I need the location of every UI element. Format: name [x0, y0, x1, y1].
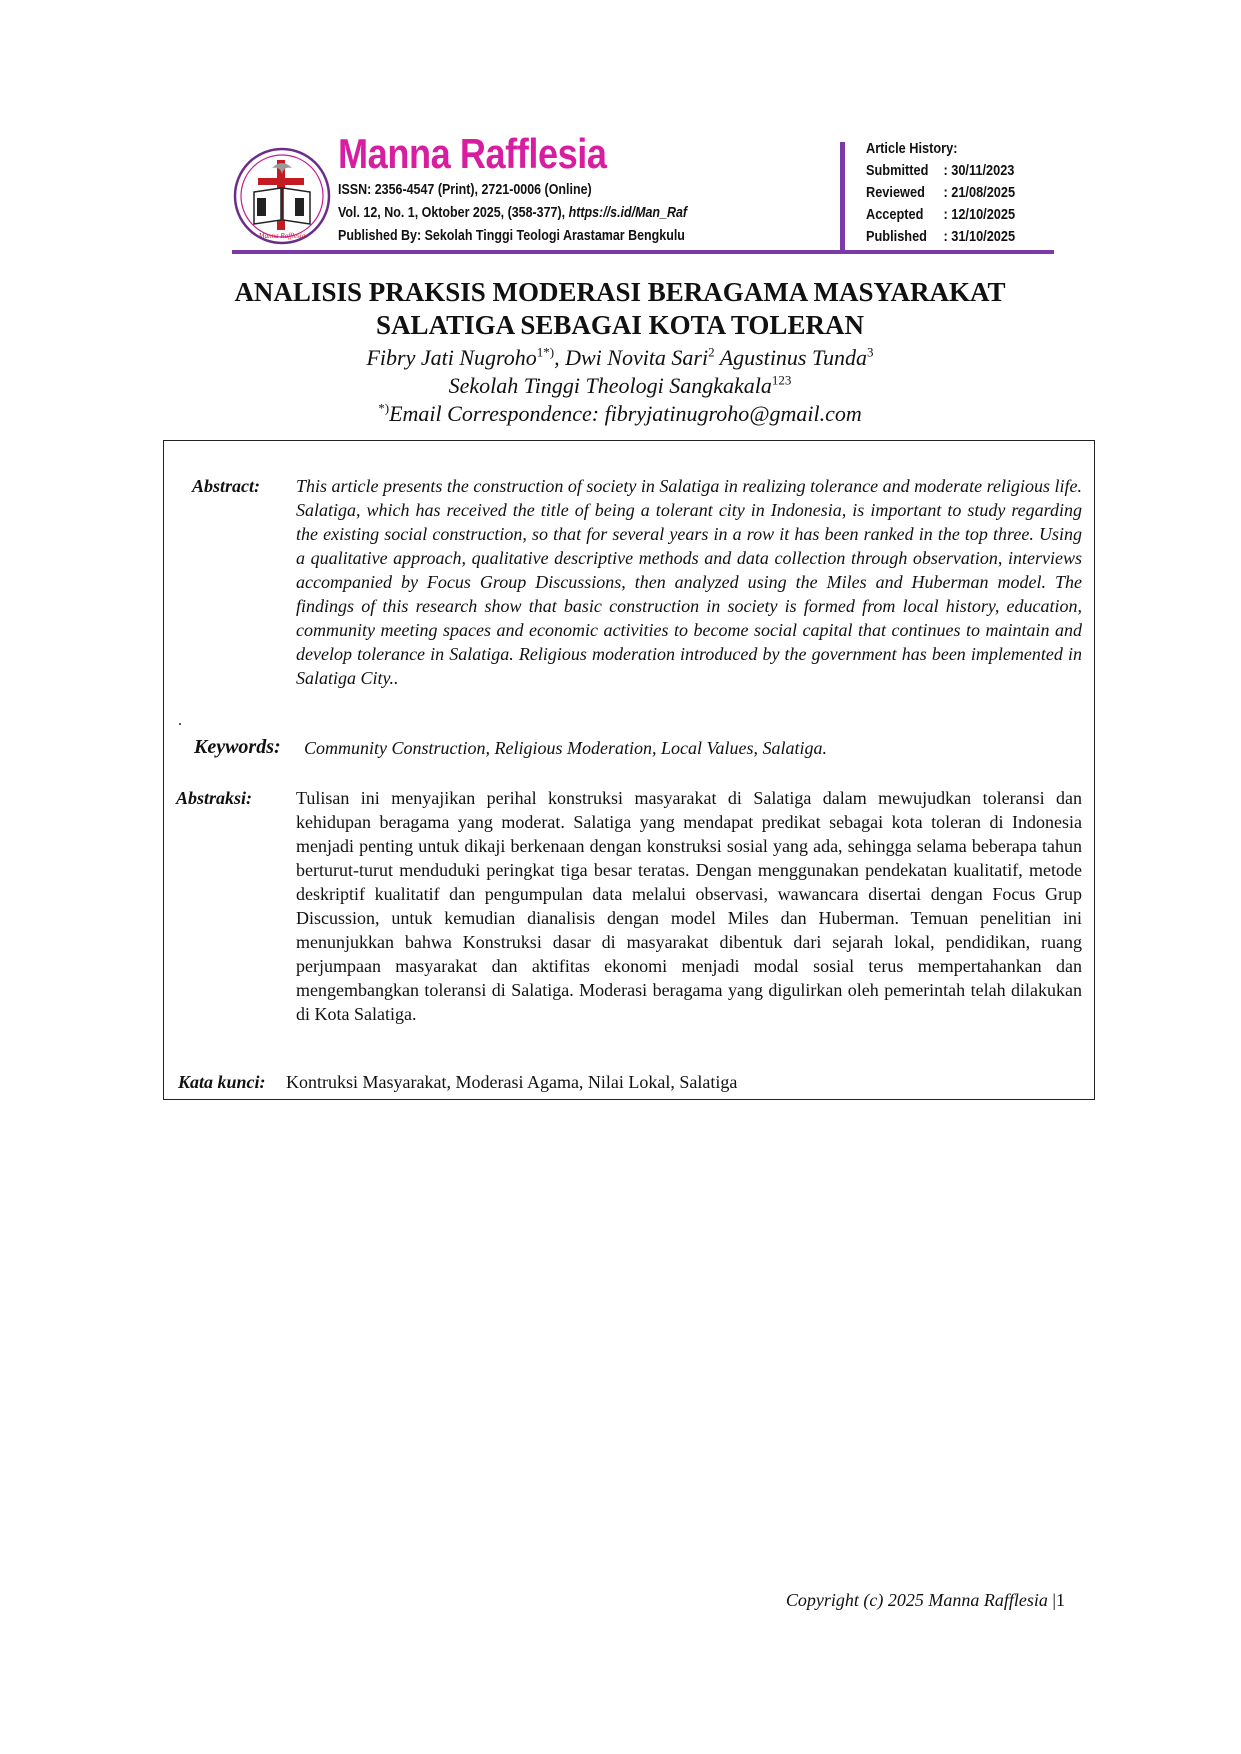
footer-separator: |: [1047, 1590, 1056, 1610]
history-label: Accepted: [866, 207, 924, 223]
abstract-label: Abstract:: [192, 476, 261, 496]
author-sup: 2: [708, 344, 715, 360]
article-history: [866, 138, 1035, 248]
history-row-reviewed: [866, 182, 1015, 204]
history-title: Article History:: [866, 141, 958, 157]
abstract-text: This article presents the construction of society in Salatiga in realizing tolerance and moderate religious life. Salatiga, which has received the title of being a tolerant city in Indonesia, is important to study regarding the existing social construction, so that for several years in a row it has been ranked in the top three. Using a qualitative approach, qualitative descriptive methods and data collection through observation, interviews accompanied by Focus Group Discussions, then analyzed using the Miles and Huberman model. The findings of this research show that basic construction in society is formed from local history, education, community meeting spaces and economic activities to become social capital that continues to maintain and develop tolerance in Salatiga. Religious moderation introduced by the government has been implemented in Salatiga City..: [296, 476, 1082, 688]
abstraksi-text: Tulisan ini menyajikan perihal konstruksi masyarakat di Salatiga dalam mewujudkan toleransi dan kehidupan beragama yang moderat. Salatiga yang mendapat predikat sebagai kota toleran di Indonesia menjadi penting untuk dikaji berkenaan dengan konstruksi sosial yang ada, sehingga selama beberapa tahun berturut-turut menduduki peringkat tiga besar teratas. Dengan menggunakan pendekatan kualitatif, metode deskriptif kualitatif dan pengumpulan data melalui observasi, wawancara disertai dengan Focus Grup Discussion, untuk kemudian dianalisis dengan model Miles dan Huberman. Temuan penelitian ini menunjukkan bahwa Konstruksi dasar di masyarakat dibentuk dari sejarah lokal, pendidikan, ruang perjumpaan masyarakat dan aktifitas ekonomi menjadi modal sosial terus mempertahankan dan mengembangkan toleransi di Salatiga. Moderasi beragama yang digulirkan oleh pemerintah telah dilakukan di Kota Salatiga.: [296, 788, 1082, 1024]
journal-info-block: [338, 130, 738, 247]
email-text[interactable]: Email Correspondence: fibryjatinugroho@gmail.com: [389, 401, 862, 426]
journal-name: Manna Rafflesia: [338, 130, 607, 177]
title-line-1: ANALISIS PRAKSIS MODERASI BERAGAMA MASYARAKAT: [234, 277, 1006, 307]
author-name: Fibry Jati Nugroho: [366, 345, 537, 370]
journal-issn: ISSN: 2356-4547 (Print), 2721-0006 (Online): [338, 182, 592, 198]
stray-dot: .: [178, 712, 182, 729]
volume-text: Vol. 12, No. 1, Oktober 2025, (358-377),: [338, 205, 569, 221]
history-label: Submitted: [866, 163, 929, 179]
correspondence-email: [120, 400, 1120, 428]
affiliation: [120, 372, 1120, 400]
history-value: : 30/11/2023: [943, 163, 1015, 179]
title-line-2: SALATIGA SEBAGAI KOTA TOLERAN: [376, 310, 864, 340]
affiliation-name: Sekolah Tinggi Theologi Sangkakala: [448, 373, 772, 398]
email-sup: *): [378, 400, 390, 416]
copyright-text: Copyright (c) 2025 Manna Rafflesia: [785, 1590, 1048, 1610]
journal-publisher: Published By: Sekolah Tinggi Teologi Arastamar Bengkulu: [338, 228, 685, 244]
history-row-accepted: [866, 204, 1015, 226]
author-sup: 3: [867, 344, 874, 360]
abstraksi-label: Abstraksi:: [176, 788, 253, 808]
author-sup: 1*): [536, 344, 555, 360]
header-divider: [840, 142, 845, 254]
author-name: Agustinus Tunda: [714, 345, 868, 370]
page-footer: [786, 1588, 1065, 1612]
author-list: [120, 344, 1120, 372]
kata-kunci-text: Kontruksi Masyarakat, Moderasi Agama, Nilai Lokal, Salatiga: [286, 1072, 738, 1092]
history-label: Reviewed: [866, 185, 925, 201]
page-number: 1: [1056, 1590, 1065, 1610]
keywords-label: Keywords:: [194, 736, 281, 758]
journal-header: [232, 130, 1060, 260]
history-value: : 21/08/2025: [943, 185, 1016, 201]
history-row-published: [866, 226, 1015, 248]
affiliation-sup: 123: [771, 372, 792, 388]
kata-kunci-label: Kata kunci:: [178, 1072, 266, 1092]
logo-caption: Manna Rafflesia: [258, 232, 306, 240]
history-value: : 31/10/2025: [943, 229, 1016, 245]
history-label: Published: [866, 229, 927, 245]
author-name: , Dwi Novita Sari: [554, 345, 709, 370]
journal-link[interactable]: https://s.id/Man_Raf: [568, 205, 688, 221]
keywords-text: Community Construction, Religious Moderation, Local Values, Salatiga.: [304, 738, 827, 758]
history-row-submitted: [866, 160, 1015, 182]
journal-logo-icon: [232, 146, 332, 246]
header-rule: [232, 250, 1054, 254]
article-title: [120, 276, 1120, 342]
history-value: : 12/10/2025: [943, 207, 1016, 223]
journal-volume: [338, 203, 688, 224]
